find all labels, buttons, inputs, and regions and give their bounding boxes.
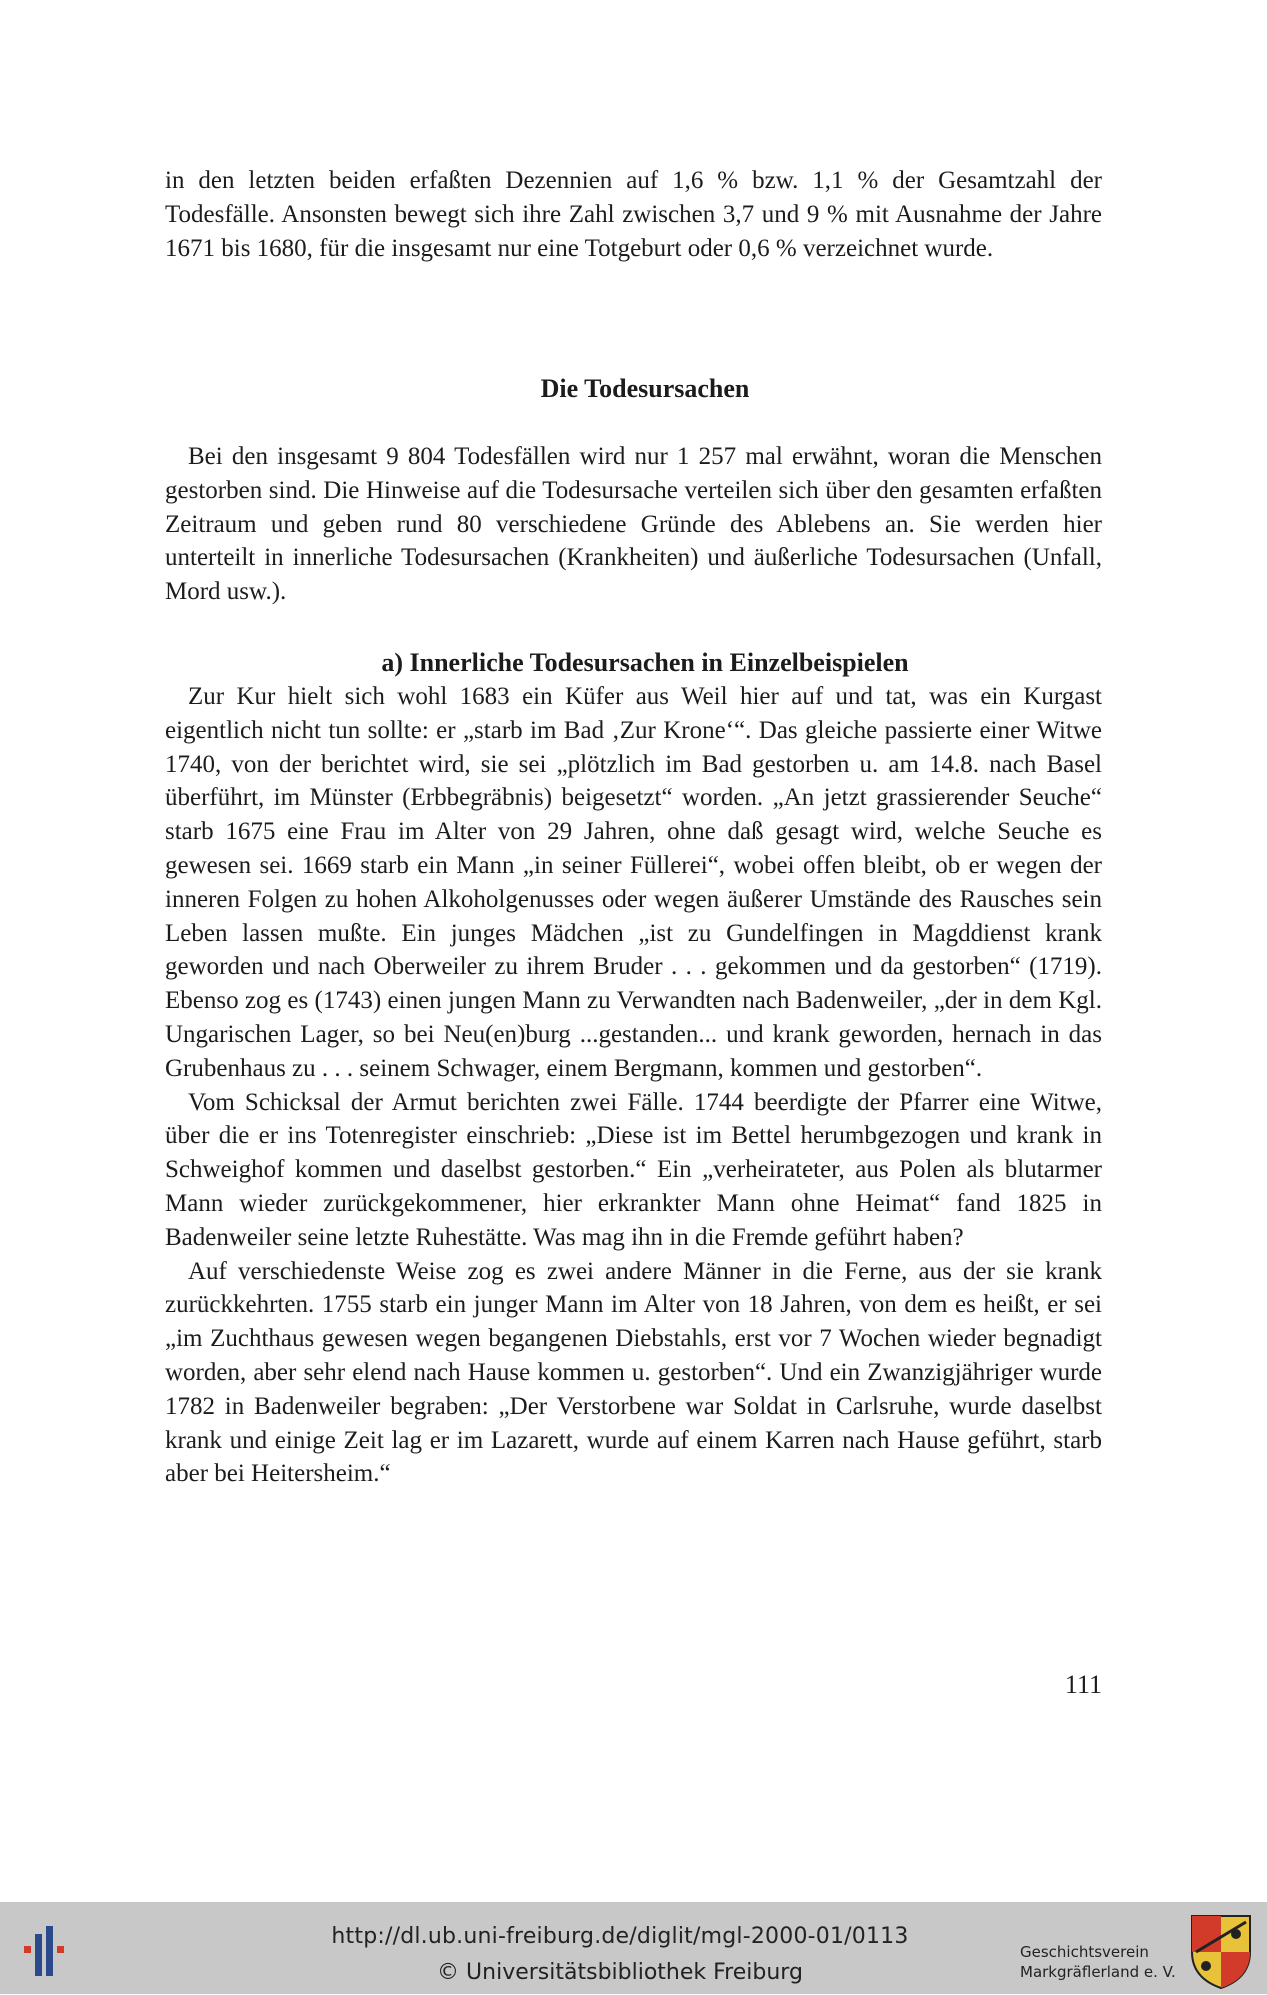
examples-section [165,680,1102,1491]
coat-of-arms-icon [1188,1912,1254,1990]
causes-paragraph [165,440,1102,609]
intro-paragraph [165,164,1102,265]
page-number: 111 [1064,1670,1102,1699]
example-paragraph-2: Vom Schicksal der Armut berichten zwei Fälle. 1744 beerdigte der Pfarrer eine Witwe, über die er ins Totenregister einschrieb: „Diese ist im Bettel herumbgezogen und krank in Schweighof kommen und daselbst gestorben.“ Ein „verheirateter, aus Polen als blutarmer Mann wieder zurückgekommener, hier erkrankter Mann ohne Heimat“ fand 1825 in Badenweiler seine letzte Ruhestätte. Was mag ihn in die Fremde geführt haben? [165,1088,1102,1251]
copyright-notice: © Universitätsbibliothek Freiburg [437,1960,803,1985]
organization-name [1020,1942,1176,1982]
causes-text: Bei den insgesamt 9 804 Todesfällen wird nur 1 257 mal erwähnt, woran die Menschen gestorben sind. Die Hinweise auf die Todesursache verteilen sich über den gesamten erfaßten Zeitraum und geben rund 80 verschiedene Gründe des Ablebens an. Sie werden hier unterteilt in innerliche Todesursachen (Krankheiten) und äußerliche Todesursachen (Unfall, Mord usw.). [165,443,1102,606]
section-title: Die Todesursachen [540,374,750,403]
example-paragraph-3: Auf verschiedenste Weise zog es zwei andere Männer in die Ferne, aus der sie krank zurückkehrten. 1755 starb ein junger Mann im Alter von 18 Jahren, von dem es heißt, er sei „im Zuchthaus gewesen wegen begangenen Diebstahls, erst vor 7 Wochen wieder begnadigt worden, aber sehr elend nach Hause kommen u. gestorben“. Und ein Zwanzigjähriger wurde 1782 in Badenweiler begraben: „Der Verstorbene war Soldat in Carlsruhe, wurde daselbst krank und einige Zeit lag er im Lazarett, wurde auf einem Karren nach Hause geführt, starb aber bei Heitersheim.“ [165,1257,1102,1488]
organization-name-line2: Markgräflerland e. V. [1020,1963,1176,1981]
ub-freiburg-logo-icon[interactable] [18,1920,78,1980]
footer-bar [0,1902,1267,1994]
intro-text: in den letzten beiden erfaßten Dezennien auf 1,6 % bzw. 1,1 % der Gesamtzahl der Todesfälle. Ansonsten bewegt sich ihre Zahl zwischen 3,7 und 9 % mit Ausnahme der Jahre 1671 bis 1680, für die insgesamt nur eine Totgeburt oder 0,6 % verzeichnet wurde. [165,167,1102,262]
organization-name-line1: Geschichtsverein [1020,1943,1149,1961]
subsection-title: a) Innerliche Todesursachen in Einzelbeispielen [381,648,909,677]
source-url-link[interactable]: http://dl.ub.uni-freiburg.de/diglit/mgl-2000-01/0113 [331,1924,909,1949]
example-paragraph-1: Zur Kur hielt sich wohl 1683 ein Küfer aus Weil hier auf und tat, was ein Kurgast eigentlich nicht tun sollte: er „starb im Bad ‚Zur Krone‘“. Das gleiche passierte einer Witwe 1740, von der berichtet wird, sie sei „plötzlich im Bad gestorben u. am 14.8. nach Basel überführt, im Münster (Erbbegräbnis) beigesetzt“ worden. „An jetzt grassierender Seuche“ starb 1675 eine Frau im Alter von 29 Jahren, ohne daß gesagt wird, welche Seuche es gewesen sei. 1669 starb ein Mann „in seiner Füllerei“, wobei offen bleibt, ob er wegen der inneren Folgen zu hohen Alkoholgenusses oder wegen äußerer Umstände des Rausches sein Leben lassen mußte. Ein junges Mädchen „ist zu Gundelfingen in Magddienst krank geworden und nach Oberweiler zu ihrem Bruder . . . gekommen und da gestorben“ (1719). Ebenso zog es (1743) einen jungen Mann zu Verwandten nach Badenweiler, „der in dem Kgl. Ungarischen Lager, so bei Neu(en)burg ...gestanden... und krank geworden, hernach in das Grubenhaus zu . . . seinem Schwager, einem Bergmann, kommen und gestorben“. [165,683,1102,1082]
